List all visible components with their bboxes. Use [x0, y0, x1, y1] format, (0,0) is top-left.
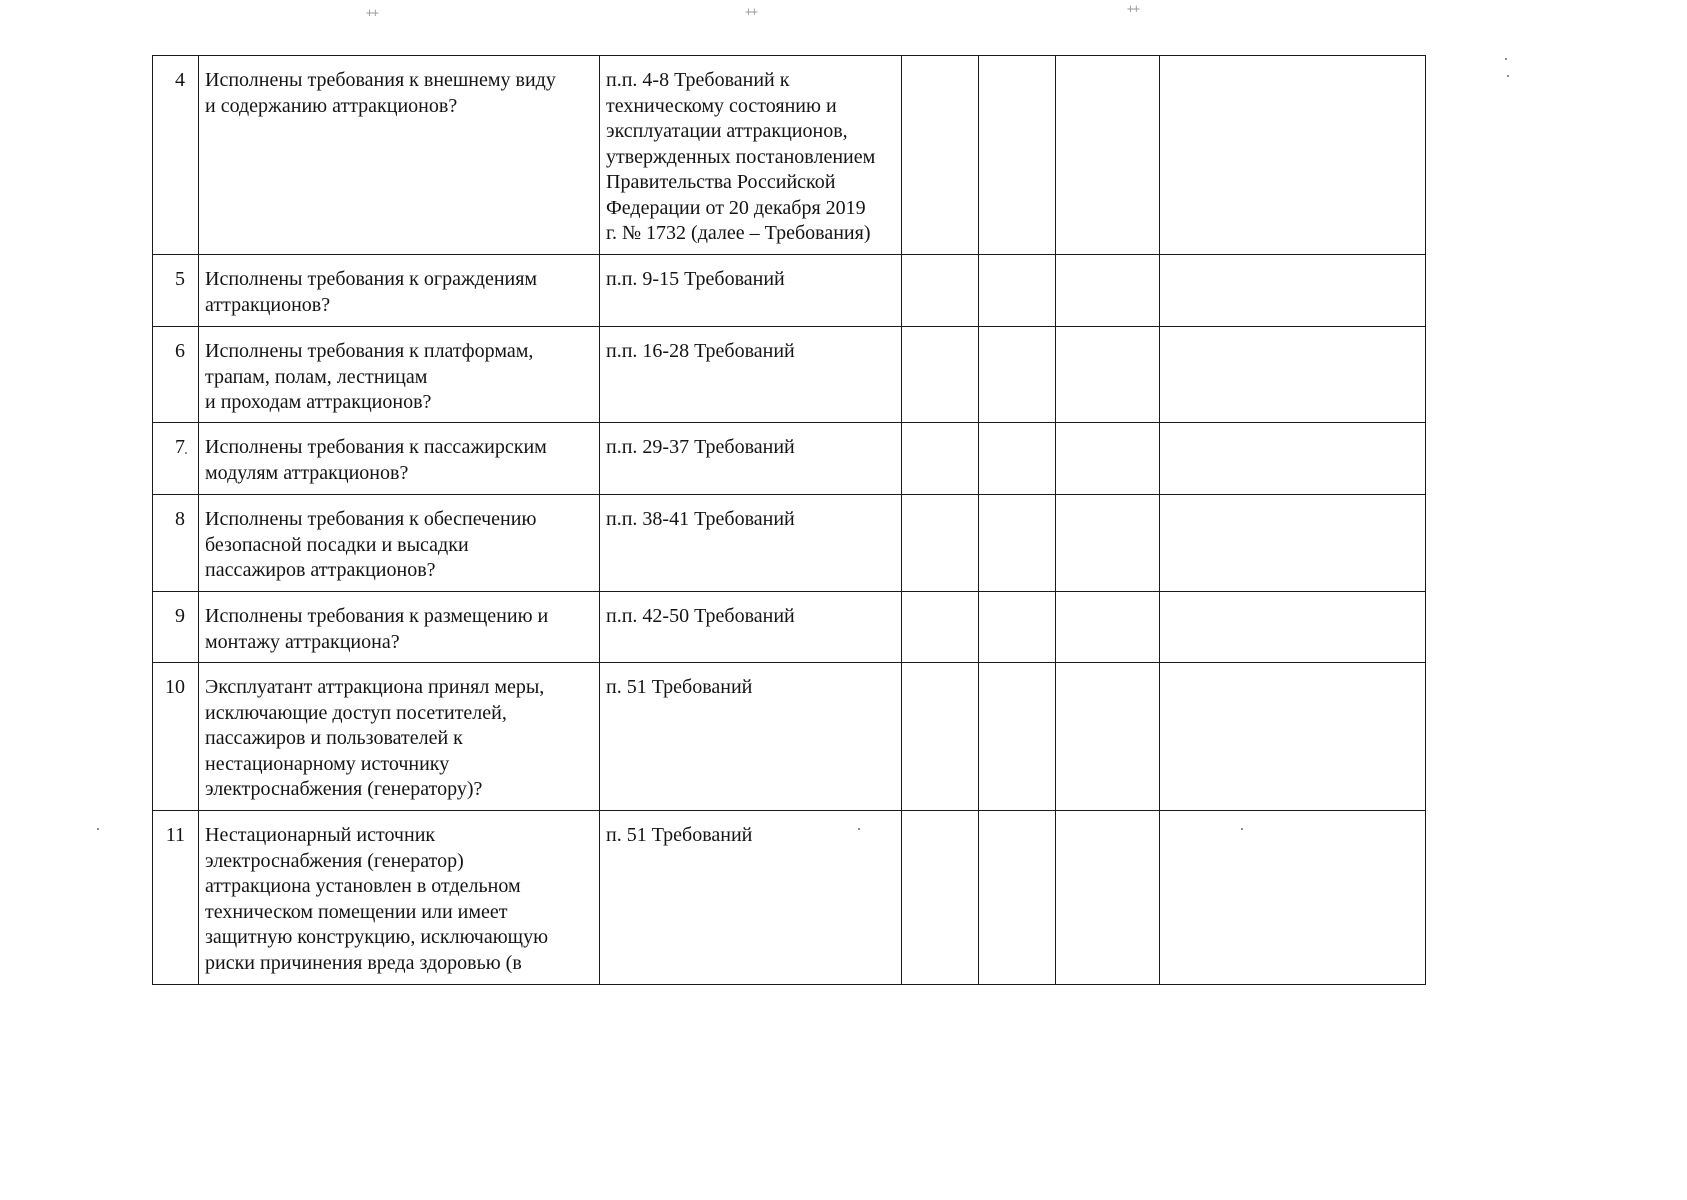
- text-line: г. № 1732 (далее – Требования): [606, 222, 871, 244]
- answer-cell-yes[interactable]: [902, 663, 979, 811]
- scan-dot: [1507, 75, 1509, 77]
- text-line: п.п. 4-8 Требований к: [606, 69, 790, 91]
- text-line: п.п. 38-41 Требований: [606, 508, 795, 530]
- text-line: Исполнены требования к платформам,: [205, 340, 534, 362]
- answer-cell-yes[interactable]: [902, 592, 979, 663]
- text-line: трапам, полам, лестницам: [205, 365, 428, 388]
- answer-cell-yes[interactable]: [902, 255, 979, 327]
- answer-cell-no[interactable]: [979, 592, 1056, 663]
- answer-cell-not-applicable[interactable]: [1056, 327, 1160, 423]
- row-number: 8: [153, 495, 199, 592]
- answer-cell-yes[interactable]: [902, 811, 979, 985]
- note-cell[interactable]: [1160, 663, 1426, 811]
- text-line: аттракционов?: [205, 293, 331, 316]
- row-number: 11: [153, 811, 199, 985]
- text-line: п. 51 Требований: [606, 676, 753, 698]
- question-cell: [199, 423, 600, 495]
- text-line: Правительства Российской: [606, 171, 836, 193]
- text-line: электроснабжения (генератору)?: [205, 778, 483, 800]
- text-line: Исполнены требования к ограждениям: [205, 268, 538, 290]
- text-line: п.п. 29-37 Требований: [606, 436, 795, 458]
- table-row: [153, 56, 1426, 255]
- text-line: модулям аттракционов?: [205, 461, 409, 484]
- reference-cell: [600, 327, 902, 423]
- table-row: [153, 327, 1426, 423]
- text-line: пассажиров аттракционов?: [205, 559, 436, 581]
- text-line: п.п. 42-50 Требований: [606, 605, 795, 627]
- table-row: [153, 663, 1426, 811]
- text-line: и содержанию аттракционов?: [205, 94, 458, 117]
- row-number: 5: [153, 255, 199, 327]
- question-cell: [199, 663, 600, 811]
- answer-cell-no[interactable]: [979, 811, 1056, 985]
- scan-artifact: ⵜⵜ: [366, 9, 378, 19]
- answer-cell-yes[interactable]: [902, 495, 979, 592]
- answer-cell-not-applicable[interactable]: [1056, 255, 1160, 327]
- text-line: п.п. 16-28 Требований: [606, 340, 795, 362]
- text-line: Федерации от 20 декабря 2019: [606, 196, 866, 219]
- answer-cell-not-applicable[interactable]: [1056, 663, 1160, 811]
- row-number: 10: [153, 663, 199, 811]
- scan-dot: [97, 828, 99, 830]
- answer-cell-no[interactable]: [979, 327, 1056, 423]
- table-row: [153, 811, 1426, 985]
- table-row: [153, 495, 1426, 592]
- question-cell: [199, 811, 600, 985]
- text-line: исключающие доступ посетителей,: [205, 701, 507, 724]
- row-number: 6: [153, 327, 199, 423]
- scan-artifact: ⵜⵜ: [745, 8, 757, 18]
- answer-cell-no[interactable]: [979, 423, 1056, 495]
- text-line: п. 51 Требований: [606, 824, 753, 846]
- answer-cell-not-applicable[interactable]: [1056, 495, 1160, 592]
- answer-cell-not-applicable[interactable]: [1056, 56, 1160, 255]
- text-line: Исполнены требования к обеспечению: [205, 508, 537, 530]
- note-cell[interactable]: [1160, 423, 1426, 495]
- question-cell: [199, 592, 600, 663]
- note-cell[interactable]: [1160, 592, 1426, 663]
- reference-cell: [600, 592, 902, 663]
- note-cell[interactable]: [1160, 811, 1426, 985]
- text-line: электроснабжения (генератор): [205, 849, 464, 872]
- text-line: и проходам аттракционов?: [205, 391, 432, 413]
- answer-cell-no[interactable]: [979, 495, 1056, 592]
- answer-cell-not-applicable[interactable]: [1056, 423, 1160, 495]
- note-cell[interactable]: [1160, 255, 1426, 327]
- text-line: эксплуатации аттракционов,: [606, 120, 848, 142]
- text-line: риски причинения вреда здоровью (в: [205, 951, 522, 974]
- note-cell[interactable]: [1160, 56, 1426, 255]
- text-line: монтажу аттракциона?: [205, 630, 400, 653]
- scan-dot: [1505, 58, 1507, 60]
- answer-cell-no[interactable]: [979, 255, 1056, 327]
- table-row: [153, 255, 1426, 327]
- note-cell[interactable]: [1160, 327, 1426, 423]
- text-line: Эксплуатант аттракциона принял меры,: [205, 676, 545, 698]
- answer-cell-yes[interactable]: [902, 56, 979, 255]
- table-row: [153, 592, 1426, 663]
- row-number: 9: [153, 592, 199, 663]
- scan-artifact: ⵜⵜ: [1127, 5, 1139, 15]
- reference-cell: [600, 423, 902, 495]
- row-number: 4: [153, 56, 199, 255]
- row-number: 7: [153, 423, 199, 495]
- answer-cell-yes[interactable]: [902, 423, 979, 495]
- text-line: утвержденных постановлением: [606, 145, 876, 168]
- reference-cell: [600, 56, 902, 255]
- reference-cell: [600, 255, 902, 327]
- question-cell: [199, 255, 600, 327]
- text-line: Исполнены требования к размещению и: [205, 605, 549, 627]
- question-cell: [199, 56, 600, 255]
- text-line: нестационарному источнику: [205, 752, 450, 775]
- reference-cell: [600, 811, 902, 985]
- answer-cell-no[interactable]: [979, 663, 1056, 811]
- text-line: техническом помещении или имеет: [205, 900, 508, 923]
- text-line: пассажиров и пользователей к: [205, 727, 463, 749]
- answer-cell-not-applicable[interactable]: [1056, 592, 1160, 663]
- text-line: Нестационарный источник: [205, 824, 436, 846]
- question-cell: [199, 327, 600, 423]
- checklist-table: [152, 55, 1426, 985]
- note-cell[interactable]: [1160, 495, 1426, 592]
- reference-cell: [600, 663, 902, 811]
- text-line: Исполнены требования к внешнему виду: [205, 69, 556, 91]
- answer-cell-no[interactable]: [979, 56, 1056, 255]
- answer-cell-yes[interactable]: [902, 327, 979, 423]
- text-line: защитную конструкцию, исключающую: [205, 926, 549, 948]
- text-line: п.п. 9-15 Требований: [606, 268, 785, 290]
- text-line: техническому состоянию и: [606, 94, 837, 117]
- text-line: аттракциона установлен в отдельном: [205, 875, 521, 897]
- reference-cell: [600, 495, 902, 592]
- table-row: [153, 423, 1426, 495]
- answer-cell-not-applicable[interactable]: [1056, 811, 1160, 985]
- text-line: Исполнены требования к пассажирским: [205, 436, 547, 458]
- text-line: безопасной посадки и высадки: [205, 533, 469, 556]
- question-cell: [199, 495, 600, 592]
